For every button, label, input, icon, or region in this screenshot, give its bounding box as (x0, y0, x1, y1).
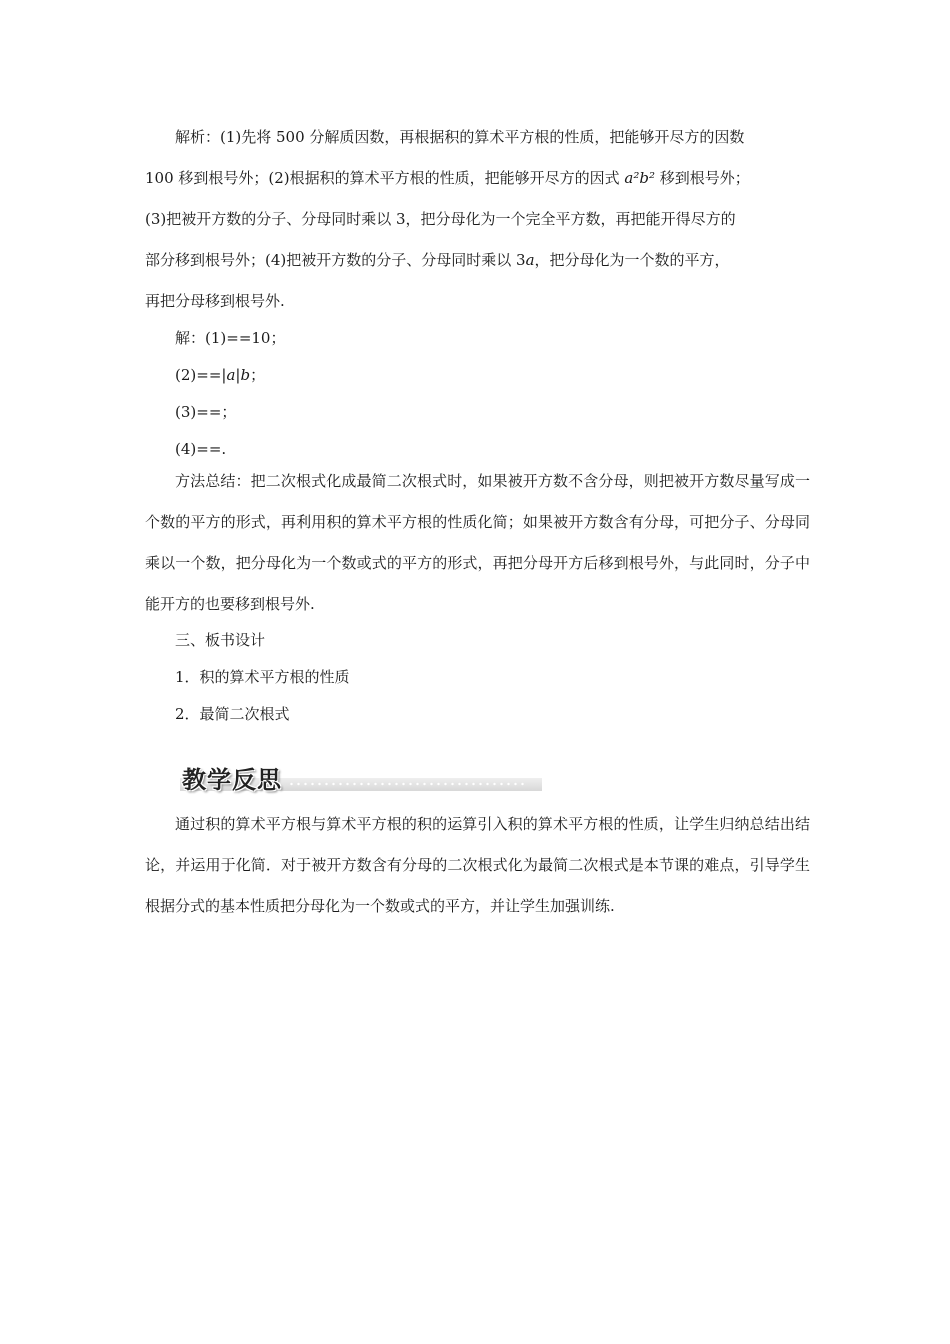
solution-1: 解：(1)==10； (175, 329, 286, 347)
method-summary-text: 方法总结：把二次根式化成最简二次根式时，如果被开方数不含分母，则把被开方数尽量写成一个数的平方的形式，再利用积的算术平方根的性质化简；如果被开方数含有分母，可把分子、分母同乘以一个数，把分母化为一个数或式的平方的形式，再把分母开方后移到根号外，与此同时，分子中能开方的也要移到根号外. (145, 472, 810, 613)
solution-2: (2)==|a|b； (175, 366, 266, 384)
analysis-line-4: 部分移到根号外；(4)把被开方数的分子、分母同时乘以 3a，把分母化为一个数的平方， (145, 251, 730, 269)
solution-3: (3)==； (175, 403, 237, 421)
method-summary (145, 461, 810, 625)
board-title: 三、板书设计 (175, 631, 266, 649)
analysis-line-5: 再把分母移到根号外. (145, 292, 285, 310)
math-a2b2: a²b² (624, 169, 655, 187)
analysis-line-3: (3)把被开方数的分子、分母同时乘以 3，把分母化为一个完全平方数，再把能开得尽方的 (145, 210, 736, 228)
math-a: a (525, 251, 535, 269)
board-item-1: 1．积的算术平方根的性质 (175, 668, 350, 686)
analysis-line-1: 解析：(1)先将 500 分解质因数，再根据积的算术平方根的性质，把能够开尽方的因数 (175, 128, 745, 146)
solution-block (145, 320, 810, 468)
reflection-paragraph (145, 804, 810, 927)
analysis-paragraph (145, 117, 810, 322)
board-item-2: 2．最简二次根式 (175, 705, 290, 723)
board-design (145, 622, 810, 733)
reflection-heading-text: 教学反思 (182, 766, 282, 794)
heading-dots (288, 782, 526, 786)
analysis-line-2: 100 移到根号外；(2)根据积的算术平方根的性质，把能够开尽方的因式 a²b² 移到根号外； (145, 169, 750, 187)
reflection-heading (170, 758, 542, 794)
solution-4: (4)==. (175, 440, 227, 458)
reflection-text: 通过积的算术平方根与算术平方根的积的运算引入积的算术平方根的性质，让学生归纳总结出结论，并运用于化简．对于被开方数含有分母的二次根式化为最简二次根式是本节课的难点，引导学生根据分式的基本性质把分母化为一个数或式的平方，并让学生加强训练. (145, 815, 810, 915)
